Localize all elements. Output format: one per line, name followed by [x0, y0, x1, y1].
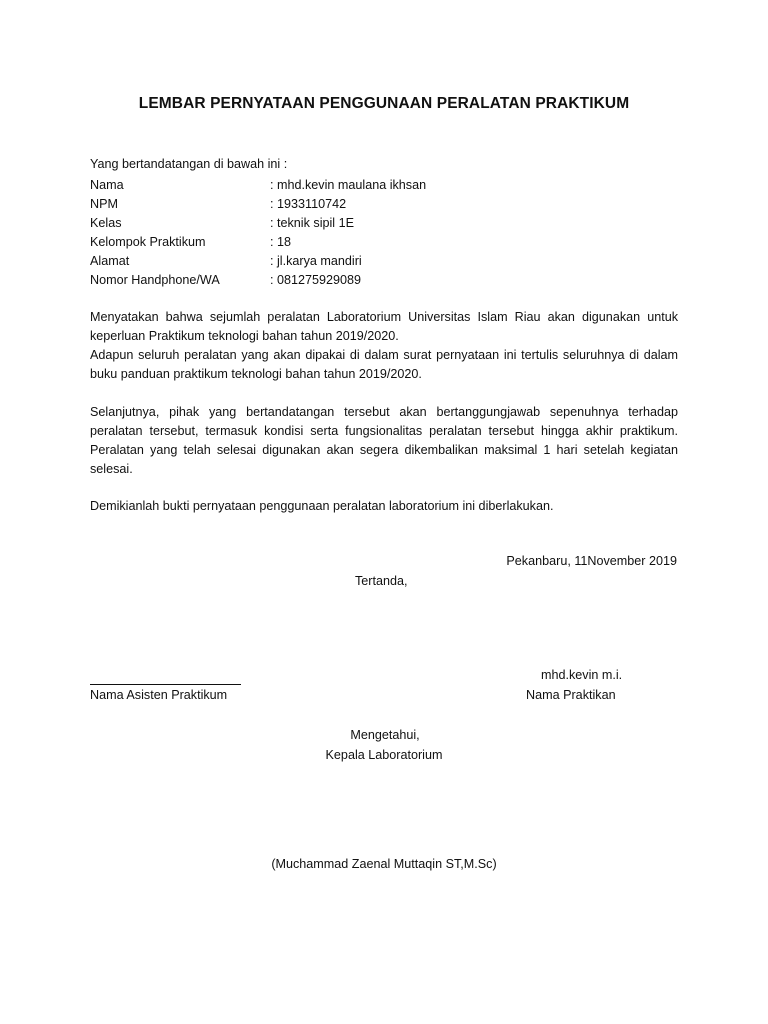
mengetahui-label: Mengetahui, [350, 728, 420, 742]
acknowledgement-block [0, 725, 768, 765]
field-label: NPM [90, 197, 118, 211]
field-row-kelompok [90, 233, 590, 252]
field-row-kelas [90, 214, 590, 233]
closing-paragraph: Demikianlah bukti pernyataan penggunaan peralatan laboratorium ini diberlakukan. [90, 499, 554, 513]
field-row-npm [90, 195, 590, 214]
field-value: : mhd.kevin maulana ikhsan [270, 178, 427, 192]
praktikan-name: mhd.kevin m.i. [541, 668, 623, 682]
statement-paragraph-part1: Menyatakan bahwa sejumlah peralatan Laboratorium Universitas Islam Riau akan digunakan untuk keperluan Praktikum teknologi bahan tahun 2019/2020. [90, 310, 678, 343]
field-value: : teknik sipil 1E [270, 216, 354, 230]
statement-paragraph-part2: Adapun seluruh peralatan yang akan dipakai di dalam surat pernyataan ini tertulis seluruhnya di dalam buku panduan praktikum teknologi bahan tahun 2019/2020. [90, 348, 678, 381]
asisten-signature-line [90, 684, 241, 685]
field-label: Alamat [90, 254, 130, 268]
field-row-nama [90, 176, 590, 195]
head-of-lab-name: (Muchammad Zaenal Muttaqin ST,M.Sc) [271, 857, 497, 871]
place-date: Pekanbaru, 11November 2019 [506, 554, 677, 568]
field-label: Kelas [90, 216, 122, 230]
tertanda-label: Tertanda, [355, 574, 408, 588]
identity-fields [90, 176, 590, 290]
field-value: : 081275929089 [270, 273, 362, 287]
kepala-lab-label: Kepala Laboratorium [325, 748, 443, 762]
praktikan-label: Nama Praktikan [526, 688, 616, 702]
field-row-phone [90, 271, 590, 290]
field-label: Nomor Handphone/WA [90, 273, 220, 287]
responsibility-paragraph: Selanjutnya, pihak yang bertandatangan tersebut akan bertanggungjawab sepenuhnya terhadap peralatan tersebut, termasuk kondisi serta fungsionalitas peralatan tersebut hingga akhir praktikum. Peralatan yang telah selesai digunakan akan segera dikembalikan maksimal 1 hari setelah kegiatan selesai. [90, 405, 678, 476]
statement-paragraph [90, 308, 678, 384]
asisten-label: Nama Asisten Praktikum [90, 688, 228, 702]
field-value: : 1933110742 [270, 197, 347, 211]
field-row-alamat [90, 252, 590, 271]
intro-text: Yang bertandatangan di bawah ini : [90, 157, 288, 171]
field-value: : 18 [270, 235, 292, 249]
field-value: : jl.karya mandiri [270, 254, 362, 268]
document-title: LEMBAR PERNYATAAN PENGGUNAAN PERALATAN PRAKTIKUM [138, 95, 630, 112]
field-label: Nama [90, 178, 124, 192]
field-label: Kelompok Praktikum [90, 235, 206, 249]
